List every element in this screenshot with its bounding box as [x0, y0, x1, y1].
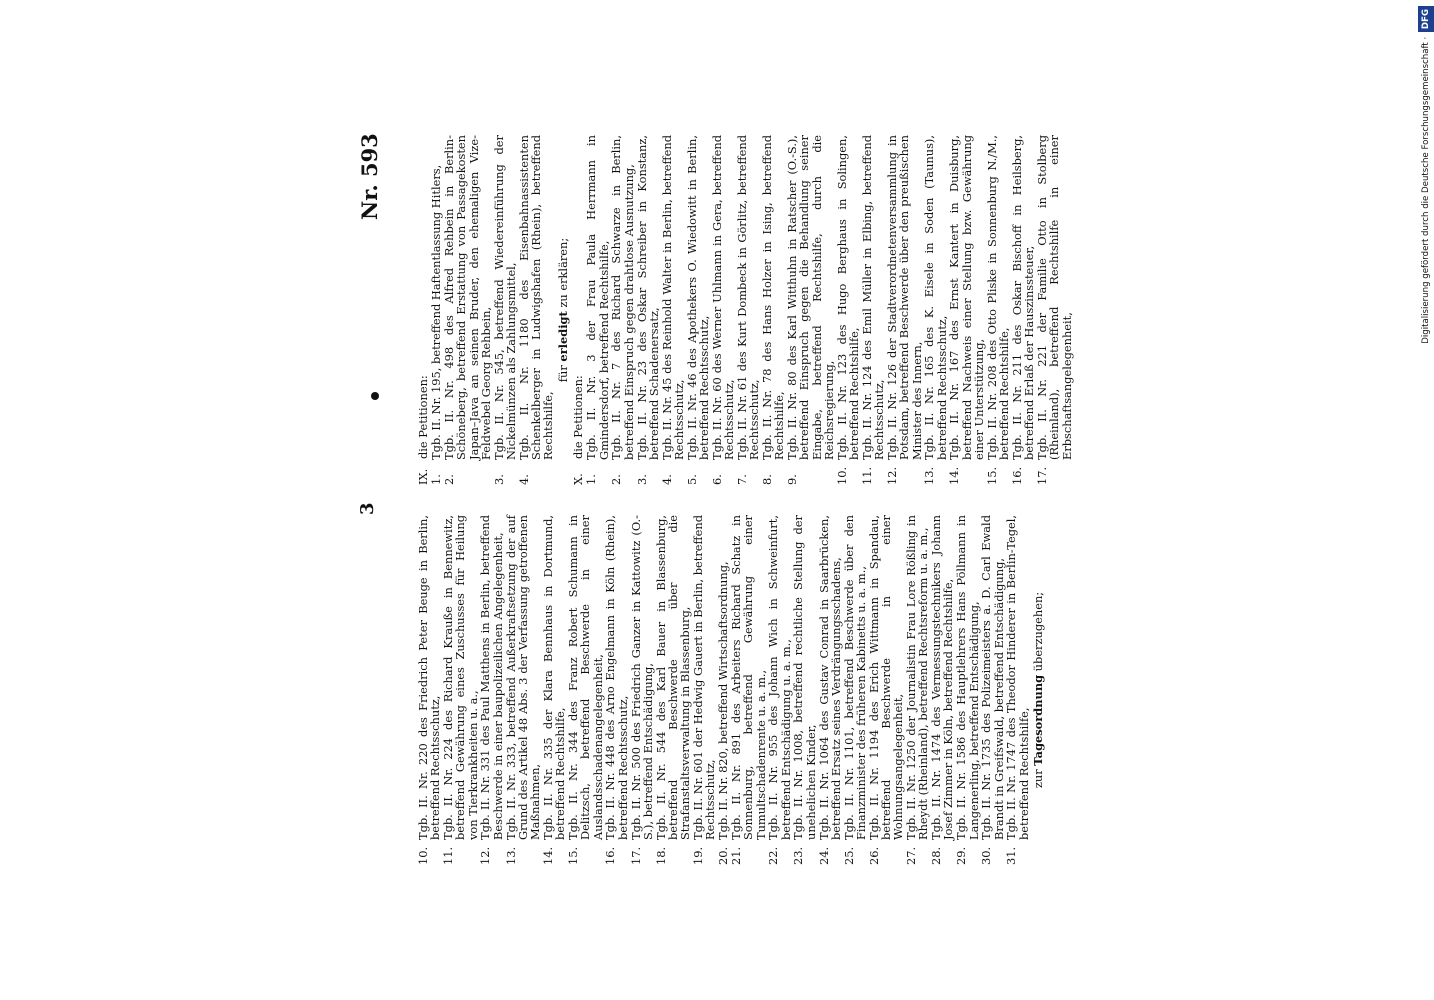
- entry-text: Tgb. II. Nr. 1101, betreffend Beschwerde über den Finanzminister des früheren Kabinetts u. a. m.,: [841, 515, 868, 840]
- entry-text: Tgb. II. Nr. 1008, betreffend rechtliche Stellung der unehelichen Kinder,: [791, 515, 818, 840]
- entry-text: Tgb. II. Nr. 46 des Apothekers O. Wiedowitt in Berlin, betreffend Rechtsschutz,: [684, 135, 712, 460]
- entry-number: 10.: [416, 846, 430, 865]
- entry-text: Tgb. II. Nr. 448 des Arno Engelmann in Köln (Rhein), betreffend Rechtsschutz,: [603, 515, 630, 840]
- entry-number: 10.: [834, 466, 849, 485]
- entry-number: 24.: [816, 846, 831, 865]
- petition-list-x: [585, 135, 1073, 485]
- entry-text: Tgb. II. Nr. 1735 des Polizeimeisters a. D. Carl Ewald Brandt in Greifswald, betreffend Entschädigung,: [979, 515, 1006, 840]
- entry-number: 30.: [979, 846, 994, 865]
- petition-entry: [786, 135, 835, 485]
- entry-number: 13.: [922, 466, 937, 485]
- issue-number: Nr. 593: [357, 133, 382, 220]
- entry-text: Tgb. II. Nr. 78 des Hans Holzer in Ising, betreffend Rechtshilfe,: [760, 135, 787, 460]
- bullet-mark: [371, 392, 379, 400]
- petition-entry: [736, 135, 761, 485]
- entry-text: Tgb. II. Nr. 1747 des Theodor Hinderer in Berlin-Tegel, betreffend Rechtshilfe,: [1004, 515, 1031, 840]
- entry-number: 18.: [653, 846, 668, 865]
- entry-number: 29.: [954, 846, 969, 865]
- entry-text: Tgb. II. Nr. 1474 des Vermessungstechnikers Johann Josef Zimmer in Köln, betreffend Rechtshilfe,: [929, 515, 956, 840]
- entry-number: 1.: [429, 474, 444, 485]
- entry-text: Tgb. II. Nr. 123 des Hugo Berghaus in Solingen, betreffend Rechtshilfe,: [834, 135, 862, 460]
- petition-entry: [479, 515, 504, 865]
- entry-text: Tgb. II. Nr. 220 des Friedrich Peter Beuge in Berlin, betreffend Rechtsschutz,: [416, 515, 443, 840]
- petition-entry: [886, 135, 923, 485]
- petition-entry: [493, 135, 518, 485]
- entry-number: 17.: [628, 846, 643, 865]
- closing-line: zur Tagesordnung überzugehen;: [1031, 591, 1046, 789]
- entry-number: 17.: [1035, 466, 1050, 485]
- entry-number: 5.: [684, 474, 699, 485]
- entry-text: Tgb. II. Nr. 211 des Oskar Bischoff in Heilsberg, betreffend Erlaß der Hauszinssteuer,: [1009, 135, 1037, 460]
- entry-number: 15.: [984, 466, 999, 485]
- petition-entry: [711, 135, 736, 485]
- entry-text: Tgb. II. Nr. 333, betreffend Außerkraftsetzung der auf Grund des Artikel 48 Abs. 3 der Verfassung getroffenen Maßnahmen,: [503, 515, 543, 840]
- petition-entry: [767, 515, 792, 865]
- entry-number: 31.: [1004, 846, 1019, 865]
- petition-entry: [604, 515, 629, 865]
- entry-text: Tgb. II. Nr. 1064 des Gustav Conrad in Saarbrücken, betreffend Ersatz seines Verdrängungsschadens,: [816, 515, 843, 840]
- petition-entry: [630, 515, 655, 865]
- closing-line-ix: für erledigt zu erklären;: [555, 237, 570, 383]
- entry-number: 23.: [791, 846, 806, 865]
- entry-text: Tgb. II. Nr. 344 des Franz Robert Schumann in Delitzsch, betreffend Beschwerde in einer Auslandsschadenangelegenheit,: [566, 515, 605, 840]
- petition-entry: [717, 515, 729, 865]
- petition-entry: [430, 135, 442, 485]
- entry-number: 21.: [728, 846, 743, 865]
- entry-text: Tgb. II. Nr. 224 des Richard Krauße in Bennewitz, betreffend Gewährung eines Zuschusses für Heilung von Tierkrankheiten u. a.,: [441, 515, 480, 840]
- petition-entry: [905, 515, 930, 865]
- petition-entry: [655, 515, 692, 865]
- entry-text: Tgb. II. Nr. 195, betreffend Haftentlassung Hitlers,: [429, 164, 444, 460]
- dfg-logo: DFG: [1418, 6, 1434, 32]
- page-number: 3: [357, 502, 378, 515]
- entry-text: Tgb. II. Nr. 80 des Karl Witthuhn in Ratscher (O.-S.), betreffend Einspruch gegen die Behandlung seiner Eingabe, betreffend Rechtshilfe, durch die Reichsregierung,: [785, 135, 836, 460]
- petition-entry: [930, 515, 955, 865]
- petition-entry: [948, 135, 985, 485]
- entry-text: Tgb. II. Nr. 221 der Familie Otto in Stolberg (Rheinland), betreffend Rechtshilfe in einer Erbschaftsangelegenheit,: [1035, 135, 1074, 460]
- entry-number: 25.: [841, 846, 856, 865]
- entry-number: 13.: [503, 846, 518, 865]
- petition-entry: [686, 135, 711, 485]
- petition-entry: [836, 135, 861, 485]
- petition-entry: [505, 515, 542, 865]
- petition-entry: [980, 515, 1005, 865]
- section-numeral: X.: [571, 473, 586, 485]
- entry-number: 1.: [584, 474, 599, 485]
- entry-number: 27.: [904, 846, 919, 865]
- entry-number: 3.: [491, 474, 506, 485]
- entry-number: 2.: [442, 474, 457, 485]
- petition-entry: [923, 135, 948, 485]
- entry-number: 4.: [659, 474, 674, 485]
- closing-emphasis: Tagesordnung: [1031, 674, 1046, 766]
- entry-number: 26.: [866, 846, 881, 865]
- entry-text: Tgb. II. Nr. 500 des Friedrich Ganzer in Kattowitz (O.-S.), betreffend Entschädigung,: [628, 515, 655, 840]
- entry-number: 6.: [709, 474, 724, 485]
- petition-entry: [442, 515, 479, 865]
- petition-entry: [610, 135, 635, 485]
- entry-number: 12.: [884, 466, 899, 485]
- petition-entry: [986, 135, 1011, 485]
- entry-text: Tgb. II. Nr. 1194 des Erich Wittmann in Spandau, betreffend Beschwerde in einer Wohnungsangelegenheit,: [866, 515, 906, 840]
- entry-text: Tgb. II. Nr. 601 der Hedwig Gauert in Berlin, betreffend Rechtsschutz,: [691, 515, 718, 840]
- petition-entry: [843, 515, 868, 865]
- petition-entry: [443, 135, 492, 485]
- entry-number: 16.: [1009, 466, 1024, 485]
- entry-text: Tgb. II. Nr. 1180 des Eisenbahnassistenten Schenkelberger in Ludwigshafen (Rhein), betreffend Rechtshilfe,: [516, 135, 556, 460]
- entry-number: 3.: [634, 474, 649, 485]
- entry-text: Tgb. II. Nr. 3 der Frau Paula Herrmann in Gmindersdorf, betreffend Rechtshilfe,: [584, 135, 611, 460]
- entry-text: Tgb. II. Nr. 1586 des Hauptlehrers Hans Pöllmann in Langenerling, betreffend Entschädigung,: [954, 515, 981, 840]
- entry-number: 4.: [516, 474, 531, 485]
- petition-entry: [636, 135, 661, 485]
- rotated-scan: [347, 120, 1087, 880]
- entry-text: Tgb. II. Nr. 23 des Oskar Schreiber in Konstanz, betreffend Schadenersatz,: [634, 135, 661, 460]
- entry-number: 7.: [734, 474, 749, 485]
- digitization-credit: [1416, 6, 1434, 476]
- entry-text: Tgb. II. Nr. 60 des Werner Uhlmann in Gera, betreffend Rechtsschutz,: [709, 135, 737, 460]
- petition-entry: [1036, 135, 1073, 485]
- entry-number: 20.: [716, 846, 731, 865]
- entry-number: 28.: [929, 846, 944, 865]
- entry-text: Tgb. II. Nr. 208 des Otto Pliske in Sonnenburg N./M., betreffend Rechtshilfe,: [984, 135, 1012, 460]
- entry-text: Tgb. II. Nr. 126 der Stadtverordnetenversammlung in Potsdam, betreffend Beschwerde über den preußischen Minister des Innern,: [884, 135, 924, 460]
- entry-number: 2.: [609, 474, 624, 485]
- petition-entry: [868, 515, 905, 865]
- petition-entry: [1011, 135, 1036, 485]
- petition-entry: [417, 515, 442, 865]
- entry-text: Tgb. II. Nr. 1250 der Journalistin Frau Lore Rößling in Rheydt (Rheinland), betreffend Rechtsreform u. a. m.,: [904, 515, 931, 840]
- left-column: [417, 515, 1047, 865]
- petition-entry: [518, 135, 555, 485]
- entry-number: 14.: [540, 846, 555, 865]
- right-column: [417, 135, 1073, 485]
- section-label: die Petitionen:: [416, 375, 430, 459]
- petition-entry: [730, 515, 767, 865]
- petition-entry: [792, 515, 817, 865]
- entry-text: Tgb. II. Nr. 124 des Emil Müller in Elbing, betreffend Rechtsschutz,: [859, 135, 887, 460]
- entry-text: Tgb. II. Nr. 167 des Ernst Kantert in Duisburg, betreffend Nachweis einer Stellung bzw. Gewährung einer Unterstützung,: [947, 135, 987, 460]
- entry-text: Tgb. II. Nr. 165 des K. Eisele in Soden (Taunus), betreffend Rechtsschutz,: [922, 135, 949, 460]
- petition-entry: [761, 135, 786, 485]
- petition-entry: [585, 135, 610, 485]
- entry-text: Tgb. II. Nr. 498 des Alfred Rehbein in Berlin-Schöneberg, betreffend Erstattung von Passagekosten Japan–Java an seinen Bruder, den ehemaligen Vize-Feldwebel Georg Rehbein,: [442, 135, 493, 460]
- entry-text: Tgb. II. Nr. 820, betreffend Wirtschaftsordnung,: [716, 561, 731, 840]
- entry-text: Tgb. II. Nr. 7 des Richard Schwarze in Berlin, betreffend Einspruch gegen drahtlose Ausnutzung,: [609, 135, 636, 460]
- petition-entry: [955, 515, 980, 865]
- entry-number: 8.: [760, 474, 775, 485]
- entry-text: Tgb. II. Nr. 955 des Johann Wich in Schweinfurt, betreffend Entschädigung u. a. m.,: [766, 515, 793, 840]
- entry-text: Tgb. II. Nr. 45 des Reinhold Walter in Berlin, betreffend Rechtsschutz,: [659, 135, 686, 460]
- petition-entry: [1005, 515, 1030, 865]
- entry-number: 11.: [859, 466, 874, 485]
- entry-number: 19.: [691, 846, 706, 865]
- petition-list-ix: [430, 135, 554, 485]
- petition-entry: [692, 515, 717, 865]
- section-label: die Petitionen:: [571, 375, 586, 459]
- petition-entry: [542, 515, 567, 865]
- entry-number: 14.: [947, 466, 962, 485]
- closing-emphasis: erledigt: [555, 311, 570, 362]
- entry-number: 9.: [785, 474, 800, 485]
- section-heading-ix: [417, 135, 429, 485]
- entry-number: 12.: [478, 846, 493, 865]
- entry-text: Tgb. II. Nr. 545, betreffend Wiedereinführung der Nickelmünzen als Zahlungsmittel,: [491, 135, 519, 460]
- section-heading-x: [572, 135, 584, 485]
- entry-text: Tgb. II. Nr. 61 des Kurt Dombeck in Görlitz, betreffend Rechtsschutz,: [734, 135, 762, 460]
- entry-number: 15.: [566, 846, 581, 865]
- entry-number: 16.: [603, 846, 618, 865]
- credit-text: Digitalisierung gefördert durch die Deutsche Forschungsgemeinschaft ·: [1421, 36, 1431, 344]
- petition-entry: [661, 135, 686, 485]
- entry-text: Tgb. II. Nr. 331 des Paul Matthens in Berlin, betreffend Beschwerde in einer baupolizeilichen Angelegenheit,: [478, 515, 505, 840]
- section-numeral: IX.: [416, 468, 430, 485]
- entry-text: Tgb. II. Nr. 544 des Karl Bauer in Blassenburg, betreffend Beschwerde über die Strafanstaltsverwaltung in Blassenburg,: [653, 515, 693, 840]
- entry-number: 11.: [441, 846, 456, 865]
- petition-entry: [567, 515, 604, 865]
- petition-entry: [818, 515, 843, 865]
- entry-text: Tgb. II. Nr. 335 der Klara Bennhaus in Dortmund, betreffend Rechtshilfe,: [540, 515, 568, 840]
- entry-text: Tgb. II. Nr. 891 des Arbeiters Richard Schatz in Sonnenburg, betreffend Gewährung einer Tumultschadenrente u. a. m.,: [728, 515, 768, 840]
- entry-number: 22.: [766, 846, 781, 865]
- petition-entry: [861, 135, 886, 485]
